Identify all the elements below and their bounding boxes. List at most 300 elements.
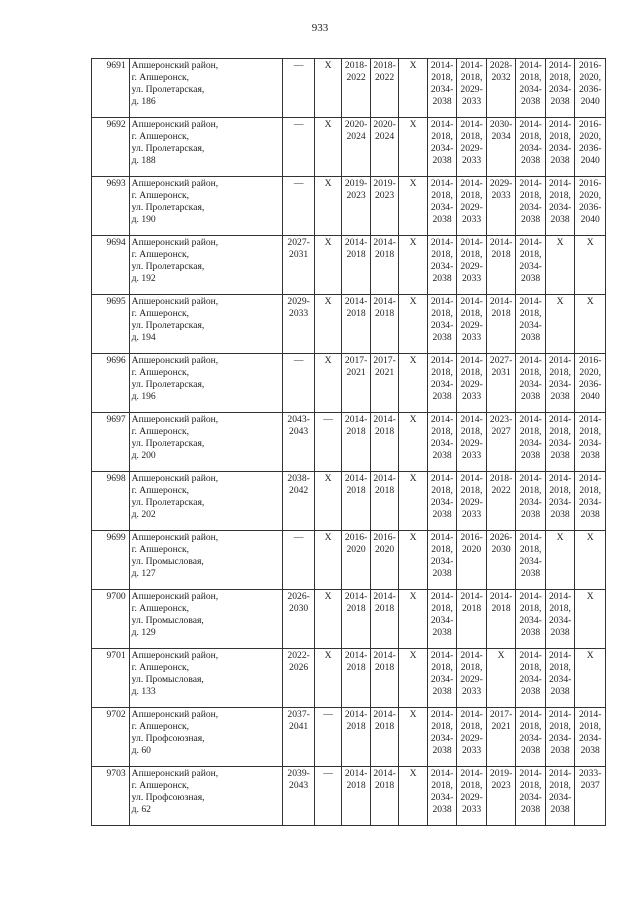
cell-line: 2022 (374, 72, 395, 83)
cell-line: 2018, (460, 249, 483, 260)
period-cell (575, 590, 606, 649)
cell-line: X (409, 709, 417, 720)
cell-line: 2022- (287, 650, 310, 661)
cell-line: 2014- (430, 119, 454, 130)
address-line: Апшеронский район, (131, 709, 219, 720)
cell-line: 2018, (460, 662, 483, 673)
cell-line: 2014- (430, 355, 454, 366)
cell-line: 2018, (519, 603, 542, 614)
cell-line: 2018- (373, 60, 396, 71)
cell-line: 2033 (491, 190, 511, 201)
cell-line: 2017- (489, 709, 513, 720)
period-cell (516, 118, 546, 177)
address-line: Апшеронский район, (131, 591, 219, 602)
address-cell (129, 118, 283, 177)
cell-line: 2018, (431, 662, 453, 673)
cell-line: 2033 (461, 686, 482, 697)
cell-line: 2043 (289, 426, 309, 437)
table-row (92, 708, 606, 767)
period-cell (516, 708, 546, 767)
row-number: 9699 (92, 531, 130, 590)
period-cell (457, 767, 487, 826)
address-line: Апшеронский район, (131, 355, 219, 366)
cell-line: 2020, (579, 367, 601, 378)
cell-line: 2034- (430, 84, 454, 95)
address-line: д. 200 (131, 450, 156, 461)
cell-line: 2018, (519, 544, 542, 555)
cell-line: 2016- (579, 119, 602, 130)
cell-line: 2017- (344, 355, 368, 366)
cell-line: 2038 (580, 745, 600, 756)
cell-line: 2038 (521, 273, 541, 284)
cell-line: 2034- (430, 379, 454, 390)
period-cell (283, 118, 315, 177)
cell-line: 2038 (521, 450, 541, 461)
cell-line: 2018 (491, 249, 511, 260)
period-cell (457, 472, 487, 531)
period-cell (545, 59, 575, 118)
cell-line: 2037 (580, 780, 600, 791)
period-cell (314, 295, 341, 354)
cell-line: X (409, 60, 417, 71)
address-cell (129, 236, 283, 295)
address-cell (129, 472, 283, 531)
cell-line: X (409, 119, 417, 130)
page-number: 933 (311, 22, 329, 34)
period-cell (314, 649, 341, 708)
cell-line: 2034- (548, 202, 572, 213)
address-line: ул. Пролетарская, (131, 202, 205, 213)
cell-line: 2034- (548, 143, 572, 154)
period-cell (283, 354, 315, 413)
cell-line: 2014- (430, 60, 454, 71)
cell-line: 2014- (430, 650, 454, 661)
address-line: г. Апшеронск, (131, 308, 190, 319)
period-cell (399, 236, 427, 295)
cell-line: 2018, (460, 485, 483, 496)
period-cell (370, 590, 398, 649)
period-cell (457, 708, 487, 767)
address-line: Апшеронский район, (131, 296, 219, 307)
cell-line: 2018, (431, 426, 453, 437)
period-cell (342, 413, 370, 472)
cell-line: 2029- (460, 733, 483, 744)
period-cell (486, 708, 516, 767)
address-line: ул. Пролетарская, (131, 261, 205, 272)
cell-line: 2041 (289, 721, 309, 732)
period-cell (283, 708, 315, 767)
period-cell (314, 59, 341, 118)
table-row (92, 59, 606, 118)
cell-line: 2033 (461, 155, 482, 166)
cell-line: X (324, 650, 332, 661)
cell-line: 2018, (519, 662, 542, 673)
cell-line: 2036- (579, 143, 602, 154)
cell-line: X (556, 532, 564, 543)
period-cell (516, 295, 546, 354)
cell-line: 2022 (491, 485, 511, 496)
cell-line: 2034- (519, 497, 542, 508)
address-line: ул. Профсоюзная, (131, 733, 205, 744)
address-line: г. Апшеронск, (131, 544, 190, 555)
cell-line: 2033 (461, 509, 482, 520)
cell-line: 2023 (374, 190, 395, 201)
period-cell (342, 472, 370, 531)
period-cell (575, 59, 606, 118)
period-cell (399, 649, 427, 708)
cell-line: 2014- (489, 591, 513, 602)
cell-line: 2014- (460, 473, 483, 484)
cell-line: — (323, 709, 333, 720)
period-cell (342, 295, 370, 354)
cell-line: 2034 (491, 131, 511, 142)
address-cell (129, 531, 283, 590)
cell-line: 2014- (460, 355, 483, 366)
period-cell (575, 413, 606, 472)
row-number: 9702 (92, 708, 130, 767)
period-cell (342, 177, 370, 236)
cell-line: 2014- (344, 709, 368, 720)
period-cell (486, 354, 516, 413)
table-body (92, 59, 606, 826)
cell-line: 2018, (519, 249, 542, 260)
period-cell (283, 59, 315, 118)
period-cell (427, 531, 457, 590)
cell-line: 2014- (344, 296, 368, 307)
cell-line: 2018, (579, 426, 601, 437)
period-cell (399, 177, 427, 236)
period-cell (545, 177, 575, 236)
cell-line: 2018, (549, 426, 571, 437)
period-cell (486, 118, 516, 177)
cell-line: 2018 (374, 485, 395, 496)
address-line: г. Апшеронск, (131, 367, 190, 378)
period-cell (457, 118, 487, 177)
cell-line: 2038 (432, 745, 452, 756)
cell-line: 2018 (346, 249, 366, 260)
address-line: г. Апшеронск, (131, 131, 190, 142)
cell-line: 2038 (432, 686, 452, 697)
period-cell (457, 649, 487, 708)
cell-line: 2014- (344, 237, 368, 248)
period-cell (545, 649, 575, 708)
cell-line: 2038 (521, 96, 541, 107)
cell-line: 2018, (460, 308, 483, 319)
cell-line: 2020, (579, 190, 601, 201)
period-cell (516, 354, 546, 413)
schedule-table (91, 58, 606, 826)
cell-line: 2014- (548, 355, 572, 366)
address-line: д. 202 (131, 509, 156, 520)
period-cell (457, 295, 487, 354)
cell-line: 2029- (460, 143, 483, 154)
cell-line: 2014- (519, 414, 542, 425)
period-cell (370, 472, 398, 531)
period-cell (545, 118, 575, 177)
period-cell (314, 472, 341, 531)
period-cell (516, 649, 546, 708)
cell-line: 2034- (579, 497, 602, 508)
address-line: ул. Пролетарская, (131, 84, 205, 95)
period-cell (486, 59, 516, 118)
period-cell (486, 767, 516, 826)
cell-line: 2014- (460, 119, 483, 130)
table-row (92, 472, 606, 531)
cell-line: 2018, (431, 308, 453, 319)
period-cell (427, 295, 457, 354)
period-cell (370, 236, 398, 295)
table-row (92, 590, 606, 649)
period-cell (545, 413, 575, 472)
cell-line: 2038 (432, 450, 452, 461)
cell-line: X (586, 650, 594, 661)
period-cell (486, 295, 516, 354)
cell-line: 2033 (461, 391, 482, 402)
cell-line: 2018, (519, 190, 542, 201)
cell-line: — (323, 414, 333, 425)
row-number: 9692 (92, 118, 130, 177)
cell-line: 2018 (346, 308, 366, 319)
cell-line: 2038 (550, 627, 570, 638)
cell-line: 2014- (548, 414, 572, 425)
cell-line: 2034- (519, 379, 542, 390)
period-cell (516, 413, 546, 472)
address-line: Апшеронский район, (131, 119, 219, 130)
cell-line: 2018, (460, 190, 483, 201)
cell-line: 2034- (579, 733, 602, 744)
cell-line: 2014- (344, 650, 368, 661)
cell-line: X (409, 768, 417, 779)
cell-line: 2018, (549, 603, 571, 614)
address-line: д. 129 (131, 627, 156, 638)
cell-line: 2014- (579, 414, 602, 425)
period-cell (370, 531, 398, 590)
cell-line: 2026- (489, 532, 513, 543)
address-line: Апшеронский район, (131, 237, 219, 248)
cell-line: 2018, (431, 131, 453, 142)
period-cell (545, 531, 575, 590)
cell-line: 2018, (519, 367, 542, 378)
cell-line: X (409, 178, 417, 189)
address-line: д. 188 (131, 155, 156, 166)
cell-line: 2018 (346, 603, 366, 614)
cell-line: — (293, 60, 304, 71)
cell-line: 2016- (344, 532, 368, 543)
address-line: г. Апшеронск, (131, 780, 190, 791)
period-cell (516, 177, 546, 236)
cell-line: 2019- (344, 178, 368, 189)
period-cell (516, 590, 546, 649)
table-row (92, 413, 606, 472)
address-line: ул. Пролетарская, (131, 320, 205, 331)
cell-line: 2018, (460, 426, 483, 437)
period-cell (399, 354, 427, 413)
period-cell (314, 413, 341, 472)
address-line: г. Апшеронск, (131, 190, 190, 201)
period-cell (427, 118, 457, 177)
period-cell (427, 354, 457, 413)
address-line: Апшеронский район, (131, 768, 219, 779)
period-cell (370, 295, 398, 354)
cell-line: 2038 (432, 332, 452, 343)
cell-line: 2034- (430, 674, 454, 685)
cell-line: 2043 (289, 780, 309, 791)
period-cell (427, 708, 457, 767)
cell-line: 2029- (460, 379, 483, 390)
cell-line: 2014- (579, 473, 602, 484)
cell-line: 2014- (519, 709, 542, 720)
cell-line: 2018, (519, 308, 542, 319)
cell-line: 2034- (430, 556, 454, 567)
cell-line: 2020, (579, 131, 601, 142)
cell-line: 2029- (460, 320, 483, 331)
row-number: 9694 (92, 236, 130, 295)
cell-line: 2018 (346, 485, 366, 496)
cell-line: 2034- (519, 615, 542, 626)
period-cell (370, 118, 398, 177)
cell-line: X (324, 296, 332, 307)
row-number: 9701 (92, 649, 130, 708)
cell-line: 2014- (519, 355, 542, 366)
cell-line: 2043- (287, 414, 310, 425)
address-line: г. Апшеронск, (131, 249, 190, 260)
address-line: Апшеронский район, (131, 178, 219, 189)
cell-line: 2018, (431, 485, 453, 496)
cell-line: 2034- (579, 438, 602, 449)
period-cell (342, 649, 370, 708)
period-cell (283, 177, 315, 236)
row-number: 9703 (92, 767, 130, 826)
period-cell (370, 767, 398, 826)
period-cell (342, 708, 370, 767)
address-line: ул. Промысловая, (131, 615, 204, 626)
period-cell (575, 767, 606, 826)
cell-line: 2029- (460, 202, 483, 213)
address-line: г. Апшеронск, (131, 721, 190, 732)
cell-line: 2014- (344, 591, 368, 602)
cell-line: 2018, (519, 721, 542, 732)
cell-line: 2040 (580, 155, 600, 166)
address-cell (129, 295, 283, 354)
cell-line: 2014- (519, 237, 542, 248)
cell-line: 2038 (432, 804, 452, 815)
period-cell (370, 59, 398, 118)
period-cell (545, 236, 575, 295)
cell-line: 2016- (460, 532, 483, 543)
period-cell (486, 236, 516, 295)
address-cell (129, 59, 283, 118)
table-row (92, 177, 606, 236)
cell-line: 2023 (346, 190, 366, 201)
cell-line: 2029- (460, 674, 483, 685)
cell-line: 2039- (287, 768, 310, 779)
address-line: Апшеронский район, (131, 60, 219, 71)
cell-line: 2014- (519, 768, 542, 779)
period-cell (486, 590, 516, 649)
cell-line: 2038 (550, 745, 570, 756)
address-line: Апшеронский район, (131, 473, 219, 484)
address-line: д. 186 (131, 96, 156, 107)
address-cell (129, 177, 283, 236)
cell-line: 2014- (548, 709, 572, 720)
cell-line: X (409, 296, 417, 307)
cell-line: 2034- (548, 379, 572, 390)
cell-line: 2014- (548, 60, 572, 71)
cell-line: 2016- (579, 178, 602, 189)
cell-line: 2038 (521, 568, 541, 579)
cell-line: 2034- (519, 438, 542, 449)
cell-line: X (409, 355, 417, 366)
cell-line: 2038 (550, 96, 570, 107)
cell-line: 2018, (549, 72, 571, 83)
cell-line: 2014- (460, 237, 483, 248)
cell-line: 2023 (491, 780, 511, 791)
row-number: 9698 (92, 472, 130, 531)
address-cell (129, 590, 283, 649)
cell-line: 2033 (461, 273, 482, 284)
cell-line: X (324, 591, 332, 602)
row-number: 9695 (92, 295, 130, 354)
cell-line: 2014- (430, 237, 454, 248)
period-cell (399, 767, 427, 826)
period-cell (370, 177, 398, 236)
address-line: ул. Пролетарская, (131, 497, 205, 508)
cell-line: 2018, (460, 367, 483, 378)
cell-line: 2027 (491, 426, 511, 437)
cell-line: 2038 (432, 96, 452, 107)
table-row (92, 354, 606, 413)
period-cell (370, 708, 398, 767)
cell-line: 2034- (548, 733, 572, 744)
period-cell (314, 531, 341, 590)
period-cell (457, 236, 487, 295)
period-cell (370, 413, 398, 472)
cell-line: 2014- (430, 591, 454, 602)
cell-line: 2016- (579, 60, 602, 71)
address-cell (129, 649, 283, 708)
cell-line: 2014- (373, 473, 396, 484)
cell-line: 2018, (549, 485, 571, 496)
cell-line: 2018 (374, 721, 395, 732)
cell-line: 2018, (519, 131, 542, 142)
cell-line: X (324, 60, 332, 71)
cell-line: 2018, (549, 662, 571, 673)
address-line: д. 194 (131, 332, 156, 343)
cell-line: 2034- (519, 261, 542, 272)
cell-line: 2026- (287, 591, 310, 602)
cell-line: 2018, (460, 131, 483, 142)
cell-line: 2018, (579, 485, 601, 496)
cell-line: 2038 (432, 627, 452, 638)
row-number: 9696 (92, 354, 130, 413)
cell-line: 2040 (580, 214, 600, 225)
address-line: д. 133 (131, 686, 156, 697)
cell-line: 2018 (346, 721, 366, 732)
cell-line: 2018, (579, 721, 601, 732)
cell-line: 2014- (548, 178, 572, 189)
cell-line: 2032 (491, 72, 511, 83)
cell-line: 2014- (460, 768, 483, 779)
address-line: г. Апшеронск, (131, 485, 190, 496)
cell-line: 2034- (430, 320, 454, 331)
address-line: Апшеронский район, (131, 532, 219, 543)
cell-line: 2038 (550, 686, 570, 697)
cell-line: 2018, (431, 603, 453, 614)
cell-line: 2014- (460, 178, 483, 189)
cell-line: 2018, (549, 367, 571, 378)
period-cell (342, 767, 370, 826)
period-cell (399, 118, 427, 177)
